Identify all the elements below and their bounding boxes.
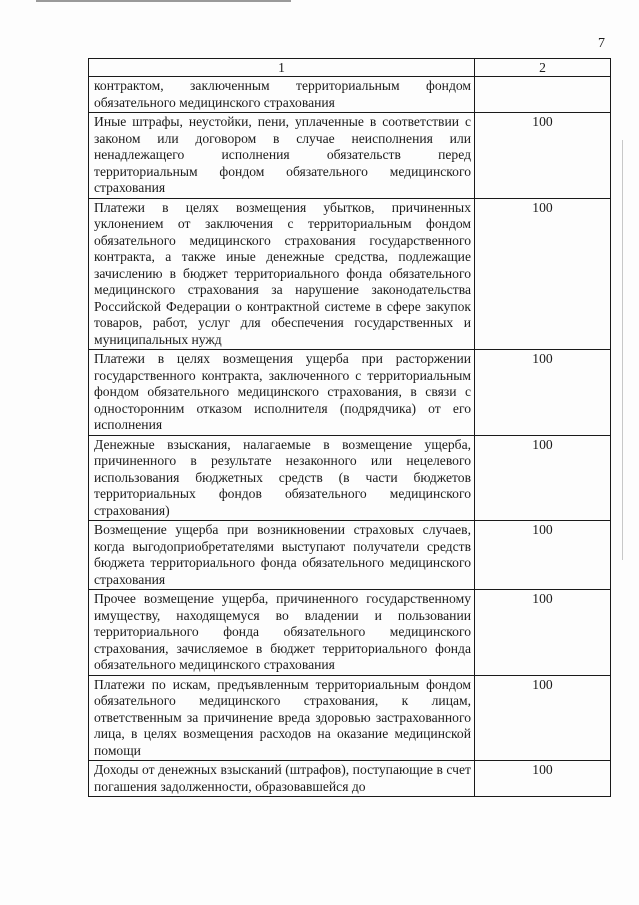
row-description: Прочее возмещение ущерба, причиненного государственному имуществу, находящемуся во владении и пользовании территориального фонда обязательного медицинского страхования, зачисляемое в бюджет территориального фонда обязательного медицинского страхования <box>89 590 475 676</box>
table-row <box>89 521 611 590</box>
scan-top-mark <box>36 0 291 2</box>
table-row <box>89 198 611 350</box>
row-value: 100 <box>475 761 611 797</box>
row-description: Платежи в целях возмещения ущерба при расторжении государственного контракта, заключенного с территориальным фондом обязательного медицинского страхования, в связи с односторонним отказом исполнителя (подрядчика) от его исполнения <box>89 350 475 436</box>
scan-edge-line <box>622 140 623 560</box>
row-description: Платежи в целях возмещения убытков, причиненных уклонением от заключения с территориальным фондом обязательного медицинского страхования государственного контракта, а также иные денежные средства, подлежащие зачислению в бюджет территориального фонда обязательного медицинского страхования за нарушение законодательства Российской Федерации о контрактной системе в сфере закупок товаров, работ, услуг для обеспечения государственных и муниципальных нужд <box>89 198 475 350</box>
table-row <box>89 77 611 113</box>
table-row <box>89 435 611 521</box>
table-row <box>89 590 611 676</box>
table-row <box>89 350 611 436</box>
row-value: 100 <box>475 435 611 521</box>
page-number: 7 <box>598 36 605 51</box>
row-value: 100 <box>475 198 611 350</box>
row-value: 100 <box>475 113 611 199</box>
table-header-row <box>89 59 611 77</box>
column-header-1: 1 <box>89 59 475 77</box>
table-row <box>89 761 611 797</box>
row-value: 100 <box>475 521 611 590</box>
row-value: 100 <box>475 590 611 676</box>
row-value <box>475 77 611 113</box>
row-description: Возмещение ущерба при возникновении страховых случаев, когда выгодоприобретателями выступают получатели средств бюджета территориального фонда обязательного медицинского страхования <box>89 521 475 590</box>
row-description: Денежные взыскания, налагаемые в возмещение ущерба, причиненного в результате незаконного или нецелевого использования бюджетных средств (в части бюджетов территориальных фондов обязательного медицинского страхования) <box>89 435 475 521</box>
table-row <box>89 675 611 761</box>
table-row <box>89 113 611 199</box>
row-description: Доходы от денежных взысканий (штрафов), поступающие в счет погашения задолженности, образовавшейся до <box>89 761 475 797</box>
column-header-2: 2 <box>475 59 611 77</box>
row-value: 100 <box>475 675 611 761</box>
row-value: 100 <box>475 350 611 436</box>
row-description: контрактом, заключенным территориальным фондом обязательного медицинского страхования <box>89 77 475 113</box>
row-description: Платежи по искам, предъявленным территориальным фондом обязательного медицинского страхования, к лицам, ответственным за причинение вреда здоровью застрахованного лица, в целях возмещения расходов на оказание медицинской помощи <box>89 675 475 761</box>
revenue-table <box>88 58 611 797</box>
row-description: Иные штрафы, неустойки, пени, уплаченные в соответствии с законом или договором в случае неисполнения или ненадлежащего исполнения обязательств перед территориальным фондом обязательного медицинского страхования <box>89 113 475 199</box>
